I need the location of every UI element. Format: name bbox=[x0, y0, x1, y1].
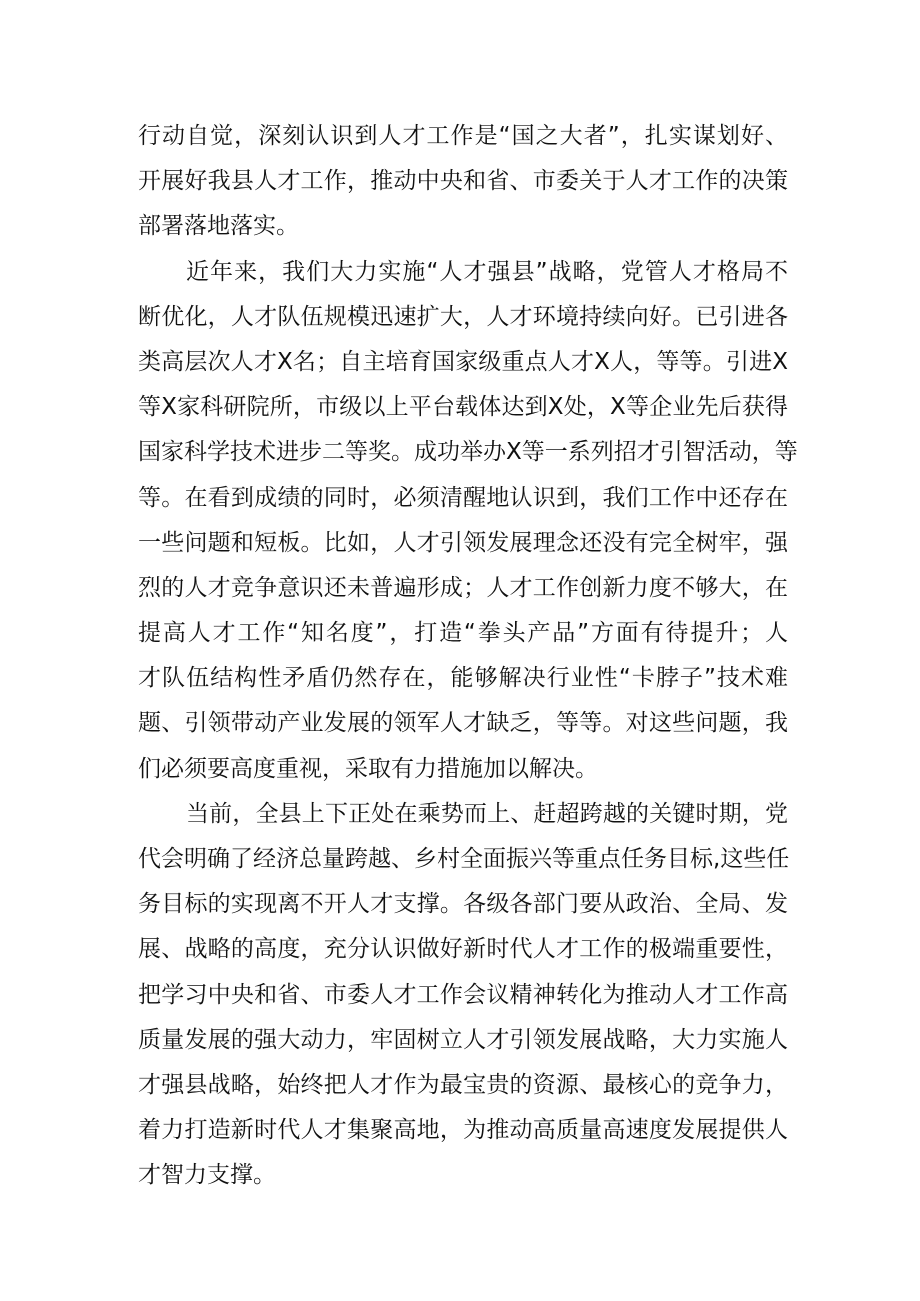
paragraph-first-line: 当前，全县上下正处在乘势而上、赶超跨越的关键时期，党 bbox=[186, 800, 788, 827]
text-line: 才智力支撑。 bbox=[138, 1162, 276, 1189]
text-line: 展、战略的高度，充分认识做好新时代人才工作的极端重要性， bbox=[138, 936, 788, 963]
text-line: 部署落地落实。 bbox=[138, 213, 299, 240]
text-line: 题、引领带动产业发展的领军人才缺乏，等等。对这些问题，我 bbox=[138, 710, 788, 737]
text-line: 代会明确了经济总量跨越、乡村全面振兴等重点任务目标,这些任 bbox=[138, 846, 790, 872]
text-line: 把学习中央和省、市委人才工作会议精神转化为推动人才工作高 bbox=[138, 981, 788, 1008]
text-line: 等。在看到成绩的同时，必须清醒地认识到，我们工作中还存在 bbox=[138, 484, 788, 511]
text-line: 一些问题和短板。比如，人才引领发展理念还没有完全树牢，强 bbox=[138, 529, 788, 556]
text-line: 质量发展的强大动力，牢固树立人才引领发展战略，大力实施人 bbox=[138, 1026, 788, 1053]
text-line: 行动自觉，深刻认识到人才工作是“国之大者”，扎实谋划好、 bbox=[138, 123, 788, 149]
document-body bbox=[138, 114, 798, 1199]
text-line: 着力打造新时代人才集聚高地，为推动高质量高速度发展提供人 bbox=[138, 1117, 788, 1144]
text-line: 烈的人才竞争意识还未普遍形成；人才工作创新力度不够大，在 bbox=[138, 574, 788, 601]
text-line: 务目标的实现离不开人才支撑。各级各部门要从政治、全局、发 bbox=[138, 891, 788, 918]
paragraph-first-line: 近年来，我们大力实施“人才强县”战略，党管人才格局不 bbox=[186, 258, 788, 285]
text-line: 等X家科研院所，市级以上平台载体达到X处，X等企业先后获得 bbox=[138, 394, 788, 421]
text-line: 才队伍结构性矛盾仍然存在，能够解决行业性“卡脖子”技术难 bbox=[138, 665, 788, 692]
text-line: 国家科学技术进步二等奖。成功举办X等一系列招才引智活动，等 bbox=[138, 439, 798, 466]
text-line: 才强县战略，始终把人才作为最宝贵的资源、最核心的竞争力， bbox=[138, 1071, 788, 1098]
text-line: 断优化，人才队伍规模迅速扩大，人才环境持续向好。已引进各 bbox=[138, 303, 788, 330]
text-line: 类高层次人才X名；自主培育国家级重点人才X人，等等。引进X bbox=[138, 348, 788, 375]
text-line: 提高人才工作“知名度”，打造“拳头产品”方面有待提升；人 bbox=[138, 620, 788, 647]
text-line: 开展好我县人才工作，推动中央和省、市委关于人才工作的决策 bbox=[138, 168, 788, 195]
text-line: 们必须要高度重视，采取有力措施加以解决。 bbox=[138, 755, 598, 782]
